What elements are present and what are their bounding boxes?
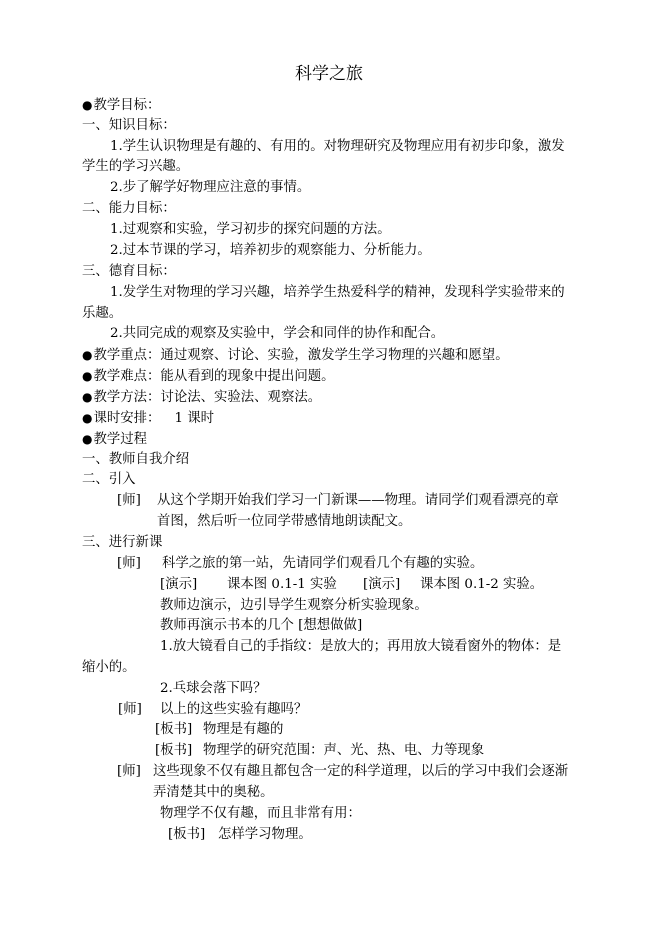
demo-text-2: 课本图 0.1-2 实验。 — [420, 577, 544, 592]
intro-line-2: 首图，然后听一位同学带感情地朗读配文。 — [157, 514, 412, 529]
demo-tag-2: [演示] — [363, 577, 401, 592]
board-note-2: 物理学的研究范围：声、光、热、电、力等现象 — [203, 743, 485, 758]
bullet-icon: ● — [82, 98, 93, 112]
section-self-intro: 一、教师自我介绍 — [82, 452, 190, 467]
useful-line: 物理学不仅有趣，而且非常有用： — [160, 806, 361, 821]
process-heading: ●教学过程 — [82, 432, 148, 447]
experiment-1-line-2: 缩小的。 — [82, 660, 136, 675]
key-points: ●教学重点：通过观察、讨论、实验，激发学生学习物理的兴趣和愿望。 — [82, 348, 509, 363]
page-title: 科学之旅 — [295, 64, 363, 84]
intro-tag: [师] — [117, 493, 141, 508]
teacher-demo: 教师边演示，边引导学生观察分析实验现象。 — [160, 598, 428, 613]
question-text: 以上的这些实验有趣吗？ — [160, 702, 308, 717]
intro-line-1: 从这个学期开始我们学习一门新课——物理。请同学们观看漂亮的章 — [157, 493, 559, 508]
teacher-more: 教师再演示书本的几个 [想想做做] — [160, 618, 363, 633]
board-tag-1: [板书] — [155, 722, 193, 737]
new-lesson-tag: [师] — [117, 556, 141, 571]
moral-heading: 三、德育目标： — [82, 264, 176, 279]
section-new-lesson: 三、进行新课 — [82, 535, 163, 550]
new-lesson-line: 科学之旅的第一站，先请同学们观看几个有趣的实验。 — [162, 556, 484, 571]
moral-item-1-line-2: 乐趣。 — [82, 306, 123, 321]
teacher-tag: [师] — [117, 764, 141, 779]
ability-item-1: 1.过观察和实验，学习初步的探究问题的方法。 — [110, 222, 391, 237]
bullet-icon: ● — [82, 432, 93, 446]
bullet-icon: ● — [82, 390, 93, 404]
moral-item-2: 2.共同完成的观察及实验中，学会和同伴的协作和配合。 — [110, 326, 445, 341]
methods: ●教学方法：讨论法、实验法、观察法。 — [82, 390, 322, 405]
moral-item-1-line-1: 1.发学生对物理的学习兴趣，培养学生热爱科学的精神，发现科学实验带来的 — [110, 285, 565, 300]
question-tag: [师] — [118, 702, 142, 717]
section-intro: 二、引入 — [82, 472, 136, 487]
experiment-2: 2.乓球会落下吗？ — [160, 681, 267, 696]
ability-item-2: 2.过本节课的学习，培养初步的观察能力、分析能力。 — [110, 243, 431, 258]
board-note-1: 物理是有趣的 — [203, 722, 284, 737]
demo-tag-1: [演示] — [160, 577, 198, 592]
bullet-icon: ● — [82, 411, 93, 425]
schedule: ●课时安排： 1 课时 — [82, 411, 214, 426]
knowledge-item-2: 2.步了解学好物理应注意的事情。 — [110, 180, 311, 195]
objectives-heading: ●教学目标： — [82, 98, 161, 113]
teacher-line-1: 这些现象不仅有趣且都包含一定的科学道理，以后的学习中我们会逐渐 — [153, 764, 569, 779]
teacher-line-2: 弄清楚其中的奥秘。 — [153, 785, 274, 800]
difficulty: ●教学难点：能从看到的现象中提出问题。 — [82, 369, 335, 384]
bullet-icon: ● — [82, 369, 93, 383]
bullet-icon: ● — [82, 348, 93, 362]
schedule-value: 1 课时 — [174, 411, 214, 426]
knowledge-heading: 一、知识目标： — [82, 118, 176, 133]
demo-text-1: 课本图 0.1-1 实验 — [227, 577, 337, 592]
knowledge-item-1-line-2: 学生的学习兴趣。 — [82, 159, 190, 174]
ability-heading: 二、能力目标： — [82, 201, 176, 216]
knowledge-item-1-line-1: 1.学生认识物理是有趣的、有用的。对物理研究及物理应用有初步印象，激发 — [110, 139, 565, 154]
board-note-3: 怎样学习物理。 — [218, 827, 312, 842]
experiment-1-line-1: 1.放大镜看自己的手指纹：是放大的；再用放大镜看窗外的物体：是 — [160, 639, 562, 654]
board-tag-3: [板书] — [168, 827, 206, 842]
board-tag-2: [板书] — [155, 743, 193, 758]
